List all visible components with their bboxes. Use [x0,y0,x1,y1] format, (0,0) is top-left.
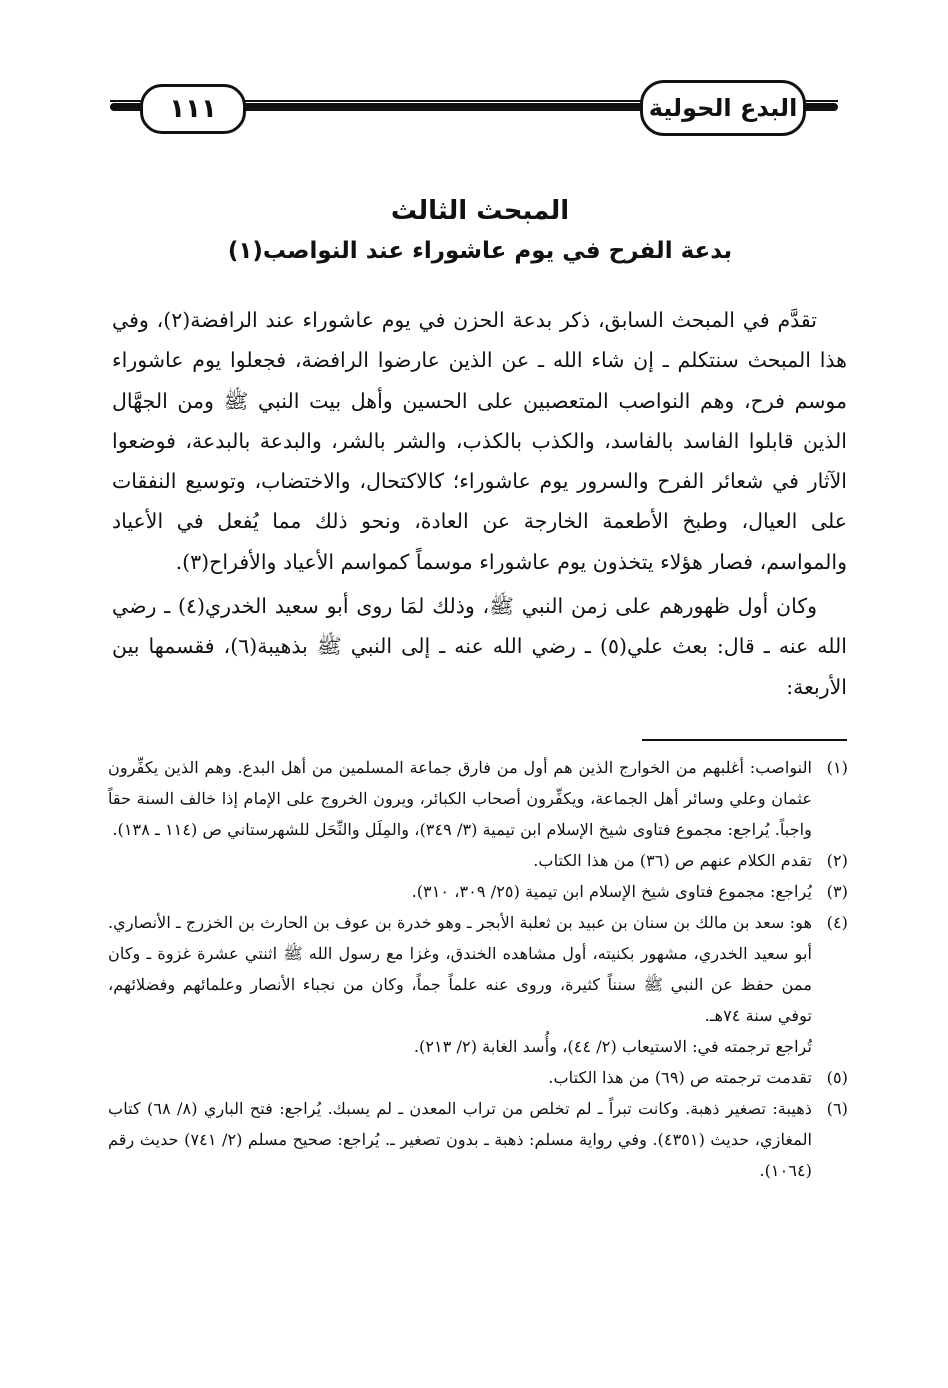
footnote-number: (٦) [826,1099,848,1118]
footnote-text: تقدم الكلام عنهم ص (٣٦) من هذا الكتاب. [533,851,812,870]
footnote-number: (١) [826,758,848,777]
footnote-number: (٥) [826,1068,848,1087]
running-title: البدع الحولية [640,80,806,136]
footnote-number: (٢) [826,851,848,870]
footnote-number: (٤) [826,913,848,932]
paragraph: وكان أول ظهورهم على زمن النبي ﷺ، وذلك لمَا روى أبو سعيد الخدري(٤) ـ رضي الله عنه ـ قال: بعث علي(٥) ـ رضي الله عنه ـ إلى النبي ﷺ بذهيبة(٦)، فقسمها بين الأربعة: [112,594,848,699]
main-text [112,300,847,707]
footnote-1 [108,752,848,845]
footnote-text: النواصب: أغلبهم من الخوارج الذين هم أول من فارق جماعة المسلمين من أهل البدع. وهم الذين يكفِّرون عثمان وعلي وسائر أهل الجماعة، ويكفِّرون أصحاب الكبائر، ويرون الخروج على الإمام إذا خالف السنة حقاً واجباً. يُراجع: مجموع فتاوى شيخ الإسلام ابن تيمية (٣/ ٣٤٩)، والمِلَل والنِّحَل للشهرستاني ص (١١٤ ـ ١٣٨). [108,758,813,839]
footnote-4-continuation: تُراجع ترجمته في: الاستيعاب (٢/ ٤٤)، وأُسد الغابة (٢/ ٢١٣). [413,1037,812,1056]
chapter-title: المبحث الثالث [390,196,570,226]
paragraph: تقدَّم في المبحث السابق، ذكر بدعة الحزن في يوم عاشوراء عند الرافضة(٢)، وفي هذا المبحث سنتكلم ـ إن شاء الله ـ عن الذين عارضوا الرافضة، فجعلوا يوم عاشوراء موسم فرح، وهم النواصب المتعصبين على الحسين وأهل بيت النبي ﷺ ومن الجهَّال الذين قابلوا الفاسد بالفاسد، والكذب بالكذب، والشر بالشر، والبدعة بالبدعة، فوضعوا الآثار في شعائر الفرح والسرور يوم عاشوراء؛ كالاكتحال، والاختضاب، وتوسيع النفقات على العيال، وطبخ الأطعمة الخارجة عن العادة، ونحو ذلك مما يُفعل في الأعياد والمواسم، فصار هؤلاء يتخذون يوم عاشوراء موسماً كمواسم الأعياد والأفراح(٣). [112,308,847,574]
footnotes [108,752,848,1186]
footnote-text: يُراجع: مجموع فتاوى شيخ الإسلام ابن تيمية (٢٥/ ٣٠٩، ٣١٠). [411,882,812,901]
footnote-2 [108,845,848,876]
footnote-text: هو: سعد بن مالك بن سنان بن عبيد بن ثعلبة الأبجر ـ وهو خدرة بن عوف بن الحارث بن الخزرج ـ الأنصاري. أبو سعيد الخدري، مشهور بكنيته، أول مشاهده الخندق، وغزا مع رسول الله ﷺ اثنتي عشرة غزوة ـ وكان ممن حفظ عن النبي ﷺ سنناً كثيرة، وروى عنه علماً جماً، وكان من نجباء الأنصار وعلمائهم وفضلائهم، توفي سنة ٧٤هـ. [108,913,812,1025]
footnote-separator [642,739,847,741]
section-title: بدعة الفرح في يوم عاشوراء عند النواصب(١) [227,238,733,264]
footnote-text: ذهيبة: تصغير ذهبة. وكانت تبراً ـ لم تخلص من تراب المعدن ـ لم يسبك. يُراجع: فتح الباري (٨/ ٦٨) كتاب المغازي، حديث (٤٣٥١). وفي رواية مسلم: ذهبة ـ بدون تصغير ـ. يُراجع: صحيح مسلم (٢/ ٧٤١) حديث رقم (١٠٦٤). [108,1099,812,1180]
footnote-3 [108,876,848,907]
footnote-4 [108,907,848,1031]
page-number: ١١١ [140,84,246,134]
footnote-6 [108,1093,848,1186]
footnote-number: (٣) [826,882,848,901]
footnote-5 [108,1062,848,1093]
footnote-text: تقدمت ترجمته ص (٦٩) من هذا الكتاب. [548,1068,812,1087]
